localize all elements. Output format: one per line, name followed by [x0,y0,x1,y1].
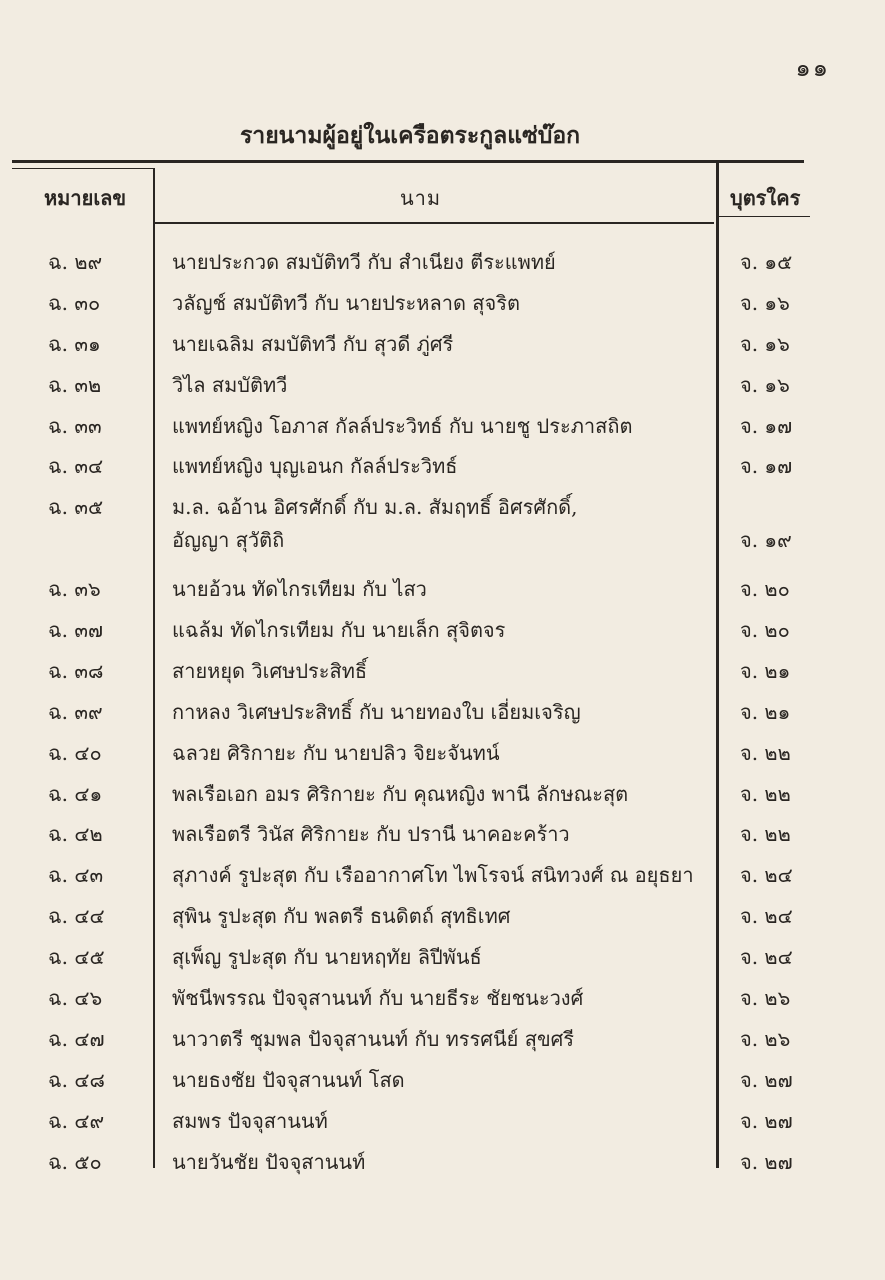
row-parent: จ. ๑๖ [740,372,790,397]
row-name: สุพิน รูปะสุต กับ พลตรี ธนดิตถ์ สุทธิเทศ [172,904,511,929]
table-row [0,935,885,976]
row-parent: จ. ๒๐ [740,618,790,643]
row-parent: จ. ๒๖ [740,986,791,1011]
row-code: ฉ. ๔๕ [48,945,105,970]
row-parent: จ. ๑๕ [740,250,793,274]
table-row [0,322,885,363]
row-name: สุภางค์ รูปะสุต กับ เรืออากาศโท ไพโรจน์ สนิทวงศ์ ณ อยุธยา [172,863,694,888]
table-body [0,240,885,1180]
row-parent: จ. ๑๗ [740,454,793,479]
row-code: ฉ. ๓๖ [48,577,101,602]
row-code: ฉ. ๒๙ [48,250,103,274]
row-code: ฉ. ๔๖ [48,986,103,1011]
header-parent: บุตรใคร [730,186,801,210]
row-parent: จ. ๒๒ [740,822,791,847]
row-parent: จ. ๑๖ [740,290,790,315]
header-left-rule [12,168,154,169]
header-code: หมายเลข [44,186,127,210]
row-code: ฉ. ๓๑ [48,331,101,356]
row-code: ฉ. ๔๘ [48,1067,105,1092]
table-row [0,894,885,935]
row-name: พลเรือตรี วินัส ศิริกายะ กับ ปรานี นาคอะคร้าว [172,822,570,847]
row-name: สมพร ปัจจุสานนท์ [172,1108,328,1133]
header-name: นาม [400,186,442,210]
row-name: วิไล สมบัติทวี [172,372,288,397]
row-code: ฉ. ๓๗ [48,618,104,643]
row-parent: จ. ๒๗ [740,1067,793,1092]
row-name: นายวันชัย ปัจจุสานนท์ [172,1149,366,1174]
table-row [0,281,885,322]
row-code: ฉ. ๕๐ [48,1149,102,1174]
row-name: แฉล้ม ทัดไกรเทียม กับ นายเล็ก สุจิตจร [172,618,506,643]
row-name: ม.ล. ฉอ้าน อิศรศักดิ์ กับ ม.ล. สัมฤทธิ์ อิศรศักดิ์, [172,495,578,520]
row-name: นาวาตรี ชุมพล ปัจจุสานนท์ กับ ทรรศนีย์ สุขศรี [172,1026,575,1051]
row-code: ฉ. ๔๓ [48,863,104,888]
row-code: ฉ. ๔๑ [48,781,103,806]
row-name: ฉลวย ศิริกายะ กับ นายปลิว จิยะจันทน์ [172,740,500,765]
row-name: พลเรือเอก อมร ศิริกายะ กับ คุณหญิง พานี ลักษณะสุต [172,781,629,806]
row-parent: จ. ๒๑ [740,699,791,724]
table-row [0,976,885,1017]
table-row [0,444,885,485]
row-name: วลัญช์ สมบัติทวี กับ นายประหลาด สุจริต [172,290,520,315]
header-right-rule [718,216,810,217]
row-name: นายอ้วน ทัดไกรเทียม กับ ไสว [172,577,427,602]
row-parent: จ. ๑๖ [740,331,790,356]
page-title: รายนามผู้อยู่ในเครือตระกูลแซ่บ๊อก [239,122,581,149]
table-row [0,772,885,813]
row-code: ฉ. ๓๙ [48,699,103,724]
header-bottom-rule [154,222,714,224]
table-row [0,404,885,445]
table-row [0,485,885,526]
row-parent: จ. ๒๔ [740,863,793,888]
row-parent: จ. ๒๗ [740,1149,793,1174]
row-parent: จ. ๒๔ [740,904,793,929]
row-name: แพทย์หญิง โอภาส กัลล์ประวิทธ์ กับ นายชู ประภาสถิต [172,413,633,438]
row-name: นายธงชัย ปัจจุสานนท์ โสด [172,1067,405,1092]
row-name: สุเพ็ญ รูปะสุต กับ นายหฤทัย ลิปีพันธ์ [172,945,482,970]
row-parent: จ. ๒๔ [740,945,793,970]
row-name: กาหลง วิเศษประสิทธิ์ กับ นายทองใบ เอี่ยมเจริญ [172,699,581,724]
row-code: ฉ. ๔๗ [48,1026,105,1051]
row-code: ฉ. ๓๒ [48,372,102,397]
row-parent: จ. ๒๐ [740,577,790,602]
table-row [0,812,885,853]
row-name: อัญญา สุวัติถิ [172,528,285,553]
row-code: ฉ. ๓๕ [48,495,104,520]
row-name: สายหยุด วิเศษประสิทธิ์ [172,658,368,683]
row-code: ฉ. ๔๙ [48,1108,105,1133]
table-row [0,649,885,690]
row-code: ฉ. ๔๔ [48,904,105,929]
row-code: ฉ. ๓๓ [48,413,102,438]
row-parent: จ. ๒๒ [740,740,791,765]
row-name: แพทย์หญิง บุญเอนก กัลล์ประวิทธ์ [172,454,458,479]
row-name: นายเฉลิม สมบัติทวี กับ สุวดี ภู่ศรี [172,331,454,356]
table-row [0,853,885,894]
row-parent: จ. ๒๒ [740,781,791,806]
row-name: พัชนีพรรณ ปัจจุสานนท์ กับ นายธีระ ชัยชนะวงศ์ [172,986,584,1011]
table-row [0,1058,885,1099]
row-code: ฉ. ๓๘ [48,658,104,683]
table-row [0,1140,885,1181]
row-code: ฉ. ๔๐ [48,740,102,765]
row-code: ฉ. ๓๔ [48,454,104,479]
table-row-continuation [0,526,885,567]
row-code: ฉ. ๔๒ [48,822,103,847]
table-row [0,567,885,608]
table-top-rule [12,160,804,163]
table-row [0,363,885,404]
table-row [0,1017,885,1058]
row-parent: จ. ๒๑ [740,658,791,683]
table-row [0,608,885,649]
row-code: ฉ. ๓๐ [48,290,101,315]
row-parent: จ. ๑๗ [740,413,793,438]
row-parent: จ. ๒๖ [740,1026,791,1051]
row-parent: จ. ๒๗ [740,1108,793,1133]
table-row [0,690,885,731]
table-row [0,731,885,772]
row-name: นายประกวด สมบัติทวี กับ สำเนียง ตีระแพทย์ [172,250,556,274]
page-number: ๑๑ [795,54,830,82]
table-row [0,240,885,281]
table-row [0,1099,885,1140]
row-parent: จ. ๑๙ [740,528,792,553]
